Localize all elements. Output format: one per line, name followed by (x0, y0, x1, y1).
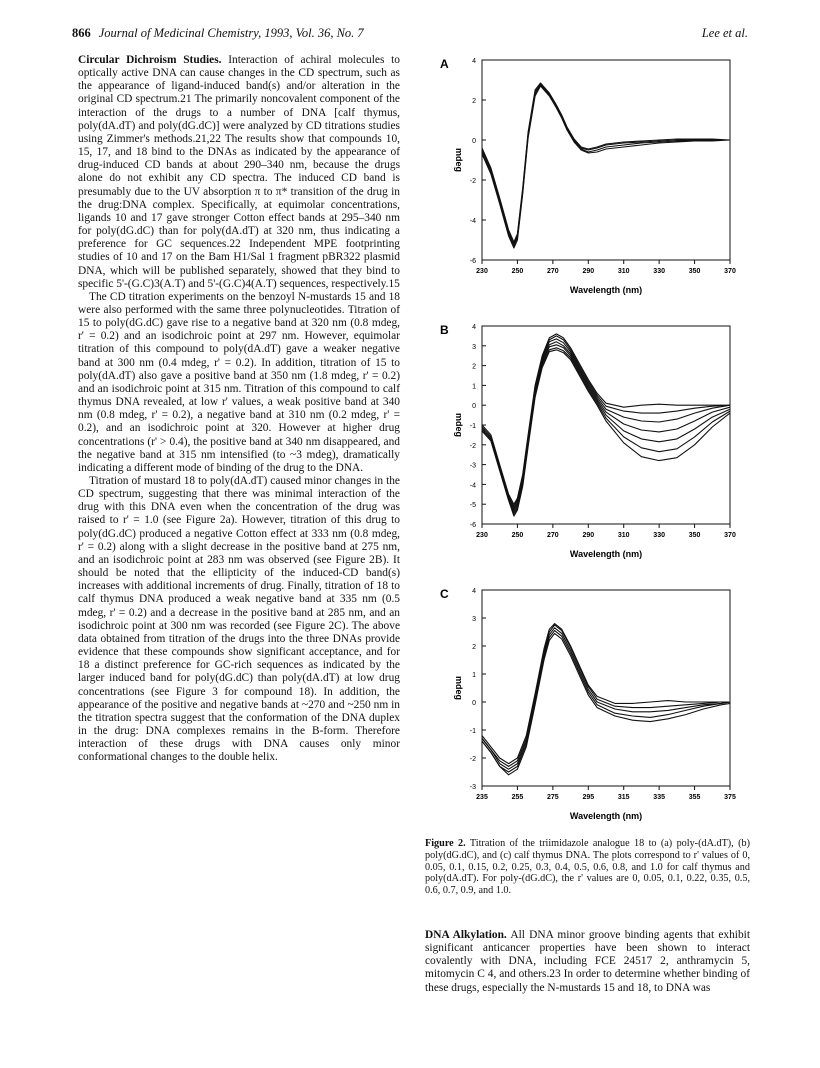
panel-label: A (440, 57, 449, 71)
x-axis-label: Wavelength (nm) (569, 285, 643, 295)
x-tick-label: 290 (582, 532, 595, 539)
cd-series-line (482, 345, 730, 512)
figure-caption (425, 838, 750, 897)
cd-series-line (482, 342, 730, 510)
x-tick-label: 370 (724, 532, 736, 539)
x-tick-label: 350 (688, 268, 701, 275)
plot-frame (482, 60, 730, 260)
x-tick-label: 230 (476, 532, 488, 539)
y-tick-label: 4 (472, 58, 476, 65)
cd-series-line (482, 86, 730, 248)
cd-series-line (482, 631, 730, 772)
figure-caption-text: Titration of the triimidazole analogue 18 to (a) poly-(dA.dT), (b) poly(dG.dC), and (c) calf thymus DNA. The plots correspond to r' values of 0, 0.05, 0.1, 0.15, 0.2, 0.25, 0.3, 0.4, 0.5, 0.6, 0.8, and 1.0 for calf thymus and poly(dA.dT). For poly-(dG.dC), the r' values are 0, 0.05, 0.1, 0.22, 0.35, 0.5, 0.6, 0.7, 0.9, and 1.0. (425, 838, 750, 897)
y-tick-label: -4 (469, 482, 476, 490)
y-tick-label: 3 (472, 616, 476, 623)
panel-label: B (440, 323, 449, 337)
y-tick-label: -1 (469, 728, 476, 735)
right-text-column (425, 929, 750, 995)
figure-caption-label: Figure 2. (425, 838, 466, 849)
y-tick-label: 0 (472, 403, 476, 411)
left-text-column (78, 54, 400, 764)
y-tick-label: 3 (472, 343, 476, 351)
y-tick-label: 1 (472, 672, 476, 679)
x-tick-label: 270 (547, 532, 559, 539)
y-tick-label: 1 (472, 383, 476, 391)
section-heading-alkylation: DNA Alkylation. (425, 929, 507, 941)
y-tick-label: 2 (472, 98, 476, 105)
x-tick-label: 230 (476, 268, 488, 275)
cd-spectrum-chart-c (420, 582, 750, 836)
cd-series-line (482, 334, 730, 504)
x-tick-label: 235 (476, 794, 488, 801)
y-axis-label: mdeg (454, 675, 464, 701)
y-tick-label: 0 (472, 138, 476, 145)
x-axis-label: Wavelength (nm) (569, 549, 643, 559)
x-tick-label: 270 (547, 268, 559, 275)
y-tick-label: -2 (469, 178, 476, 185)
x-tick-label: 330 (653, 268, 665, 275)
paragraph-cd-titration: The CD titration experiments on the benzoyl N-mustards 15 and 18 were also performed with the same three polynucleotides. Titration of 15 to poly(dG.dC) gave rise to a negative band at 320 nm (0.8 mdeg, r' = 0.2) and an isodichroic point at 297 nm. However, equimolar titration of this compound to poly(dA.dT) gave a weaker negative band at 300 nm (0.4 mdeg, r' = 0.2). In addition, titration of 15 to poly(dA.dT) also gave a positive band at 350 nm (1.8 mdeg, r' = 0.2) and an isodichroic point at 315 nm. Titration of this compound to calf thymus DNA revealed, at low r' values, a weak positive band at 340 nm (0.8 mdeg, r' = 0.2), a negative band at 310 nm (0.2 mdeg, r' = 0.2), and an isodichroic point at 320. However at higher drug concentrations (r' > 0.4), the positive band at 340 nm disappeared, and the negative band at 315 nm intensified (to ~3 mdeg), dramatically indicating a different mode of binding of the drug to the DNA. (78, 290, 400, 474)
figure-panel-a (420, 52, 750, 310)
cd-series-line (482, 624, 730, 764)
x-tick-label: 350 (688, 532, 701, 539)
x-tick-label: 255 (511, 794, 524, 801)
cd-series-line (482, 83, 730, 242)
y-tick-label: -4 (469, 218, 476, 225)
y-tick-label: -3 (469, 784, 476, 791)
x-tick-label: 295 (582, 794, 595, 801)
x-tick-label: 290 (582, 268, 595, 275)
cd-spectrum-chart-a (420, 52, 750, 310)
y-tick-label: -1 (469, 423, 476, 430)
y-tick-label: -3 (469, 462, 476, 470)
cd-series-line (482, 339, 730, 508)
y-tick-label: -6 (469, 522, 476, 529)
x-tick-label: 375 (724, 794, 736, 801)
x-tick-label: 335 (653, 794, 665, 801)
paragraph-cd-intro-text: Interaction of achiral molecules to optically active DNA can cause changes in the CD spectrum, such as the appearance of ligand-induced band(s) and/or alteration in the original CD spectrum.21 The primarily noncovalent component of the interaction of the drugs to a number of DNA [calf thymus, poly(dA.dT) and poly(dG.dC)] were analyzed by CD titrations studies using Zimmer's methods.21,22 The results show that compounds 10, 15, 17, and 18 bind to the DNAs as indicated by the appearance of drug-induced CD bands at about 290–340 nm, because the drugs alone do not exhibit any CD spectra. The induced CD band is presumably due to the UV absorption π to π* transition of the drug in the drug:DNA complex. Specifically, at equimolar concentrations, ligands 10 and 17 gave stronger Cotton effect bands at 295–340 nm for poly(dG.dC) than for poly(dA.dT) at 320 nm, thus indicating a preference for GC sequences.22 Independent MPE footprinting studies of 10 and 17 on the Bam H1/Sal 1 fragment pBR322 plasmid DNA, which will be published separately, showed that they bind to specific 5'-(G.C)3(A.T) and 5'-(G.C)4(A.T) sequences, respectively.15 (78, 54, 400, 290)
y-tick-label: 0 (472, 700, 476, 707)
paragraph-dna-alkylation-text: All DNA minor groove binding agents that exhibit significant anticancer properties have been shown to interact covalently with DNA, including FCE 24517 2, anthramycin 5, mitomycin C 4, and others.23 In order to determine whether binding of these drugs, especially the N-mustards 15 and 18, to DNA was (425, 929, 750, 994)
page-number: 866 (72, 26, 91, 40)
y-tick-label: 4 (472, 324, 476, 331)
x-tick-label: 250 (511, 532, 524, 539)
y-tick-label: -6 (469, 258, 476, 265)
journal-citation: Journal of Medicinal Chemistry, 1993, Vol. 36, No. 7 (98, 26, 364, 40)
figure-panel-b (420, 318, 750, 574)
paragraph-mustard-18: Titration of mustard 18 to poly(dA.dT) caused minor changes in the CD spectrum, suggesting that there was minimal interaction of the drug with this DNA even when the concentration of the drug was raised to r' = 1.0 (see Figure 2a). However, titration of this drug to poly(dG.dC) produced a negative Cotton effect at 333 nm (0.8 mdeg, r' = 0.2) along with a slight decrease in the positive band at 275 nm, and an isodichroic point at 283 nm was observed (see Figure 2B). It should be noted that the ellipticity of the induced-CD band(s) increases with additional increments of drug. Finally, titration of 18 to calf thymus DNA produced a weak negative band at 335 nm (0.5 mdeg, r' = 0.2) and a decrease in the positive band at 285 nm, and an isodichroic point at 300 nm was recorded (see Figure 2C). The above data obtained from titration of the drugs into the three DNAs provide evidence that these compounds show significant acceptance, and for 18 a distinct preference for GC-rich sequences as indicated by the larger induced band for poly(dG.dC) than poly(dA.dT) at low drug concentrations (see Figure 3 for compound 18). In addition, the appearance of the positive and negative bands at ~270 and ~250 nm in the titration spectra suggest that the conformation of the DNA duplex in the drug: DNA complexes remains in the B-form. Therefore interaction of these drugs with DNA causes only minor conformational changes to the double helix. (78, 475, 400, 764)
running-header (72, 26, 748, 42)
x-tick-label: 275 (547, 794, 559, 801)
x-tick-label: 310 (617, 532, 630, 539)
y-tick-label: -5 (469, 502, 476, 510)
x-tick-label: 315 (617, 794, 630, 801)
panel-label: C (440, 587, 449, 601)
y-tick-label: 2 (472, 363, 476, 371)
x-tick-label: 250 (511, 268, 524, 275)
section-heading-cd: Circular Dichroism Studies. (78, 54, 222, 66)
paragraph-dna-alkylation (425, 929, 750, 995)
x-axis-label: Wavelength (nm) (569, 811, 643, 821)
cd-series-line (482, 628, 730, 769)
cd-series-line (482, 625, 730, 766)
y-tick-label: 2 (472, 644, 476, 651)
y-tick-label: 4 (472, 588, 476, 595)
y-tick-label: -2 (469, 756, 476, 763)
x-tick-label: 330 (653, 532, 665, 539)
cd-spectrum-chart-b (420, 318, 750, 574)
x-tick-label: 310 (617, 268, 630, 275)
y-axis-label: mdeg (454, 412, 464, 438)
paragraph-cd-intro (78, 54, 400, 291)
x-tick-label: 370 (724, 268, 736, 275)
x-tick-label: 355 (688, 794, 701, 801)
running-authors: Lee et al. (701, 26, 748, 40)
y-axis-label: mdeg (454, 147, 464, 173)
y-tick-label: -2 (469, 442, 476, 450)
figure-panel-c (420, 582, 750, 836)
